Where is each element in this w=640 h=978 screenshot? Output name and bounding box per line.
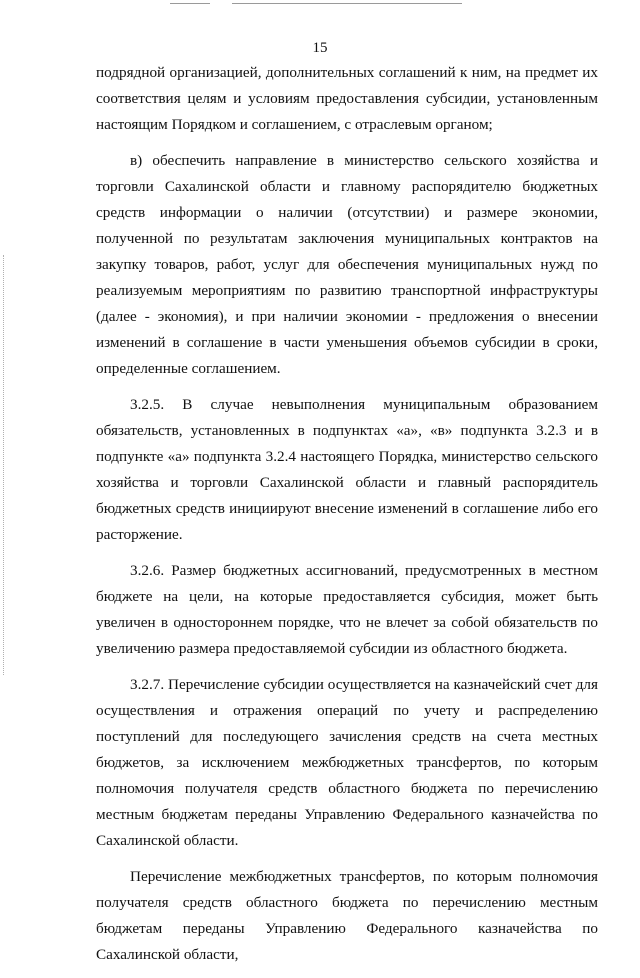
paragraph-3-2-6: 3.2.6. Размер бюджетных ассигнований, предусмотренных в местном бюджете на цели, на которые предоставляется субсидия, может быть увеличен в одностороннем порядке, что не влечет за собой обязательств по увеличению размера предоставляемой субсидии из областного бюджета. [96, 562, 598, 657]
paragraph-3-2-7: 3.2.7. Перечисление субсидии осуществляется на казначейский счет для осуществления и отражения операций по учету и распределению поступлений для последующего зачисления средств на счета местных бюджетов, за исключением межбюджетных трансфертов, по которым полномочия получателя средств областного бюджета по перечислению местным бюджетам переданы Управлению Федерального казначейства по Сахалинской области. [96, 676, 598, 849]
paragraph-continuation: подрядной организацией, дополнительных соглашений к ним, на предмет их соответствия целям и условиям предоставления субсидии, установленным настоящим Порядком и соглашением, с отраслевым органом; [96, 64, 598, 133]
paragraph-3-2-5: 3.2.5. В случае невыполнения муниципальным образованием обязательств, установленных в подпунктах «а», «в» подпункта 3.2.3 и в подпункте «а» подпункта 3.2.4 настоящего Порядка, министерство сельского хозяйства и торговли Сахалинской области и главный распорядитель бюджетных средств инициируют внесение изменений в соглашение либо его расторжение. [96, 396, 598, 543]
scan-edge-line [170, 3, 210, 4]
paragraph-transfers: Перечисление межбюджетных трансфертов, по которым полномочия получателя средств областного бюджета по перечислению местным бюджетам переданы Управлению Федерального казначейства по Сахалинской области, [96, 868, 598, 963]
scan-edge-line [232, 3, 462, 4]
document-body [96, 60, 598, 978]
scan-margin-marks [3, 255, 10, 675]
paragraph-subitem-v: в) обеспечить направление в министерство сельского хозяйства и торговли Сахалинской области и главному распорядителю бюджетных средств информации о наличии (отсутствии) и размере экономии, полученной по результатам заключения муниципальных контрактов на закупку товаров, работ, услуг для обеспечения муниципальных нужд по реализуемым мероприятиям по развитию транспортной инфраструктуры (далее - экономия), и при наличии экономии - предложения о внесении изменений в соглашение в части уменьшения объемов субсидии в сроки, определенные соглашением. [96, 152, 598, 377]
page-number: 15 [312, 40, 328, 56]
